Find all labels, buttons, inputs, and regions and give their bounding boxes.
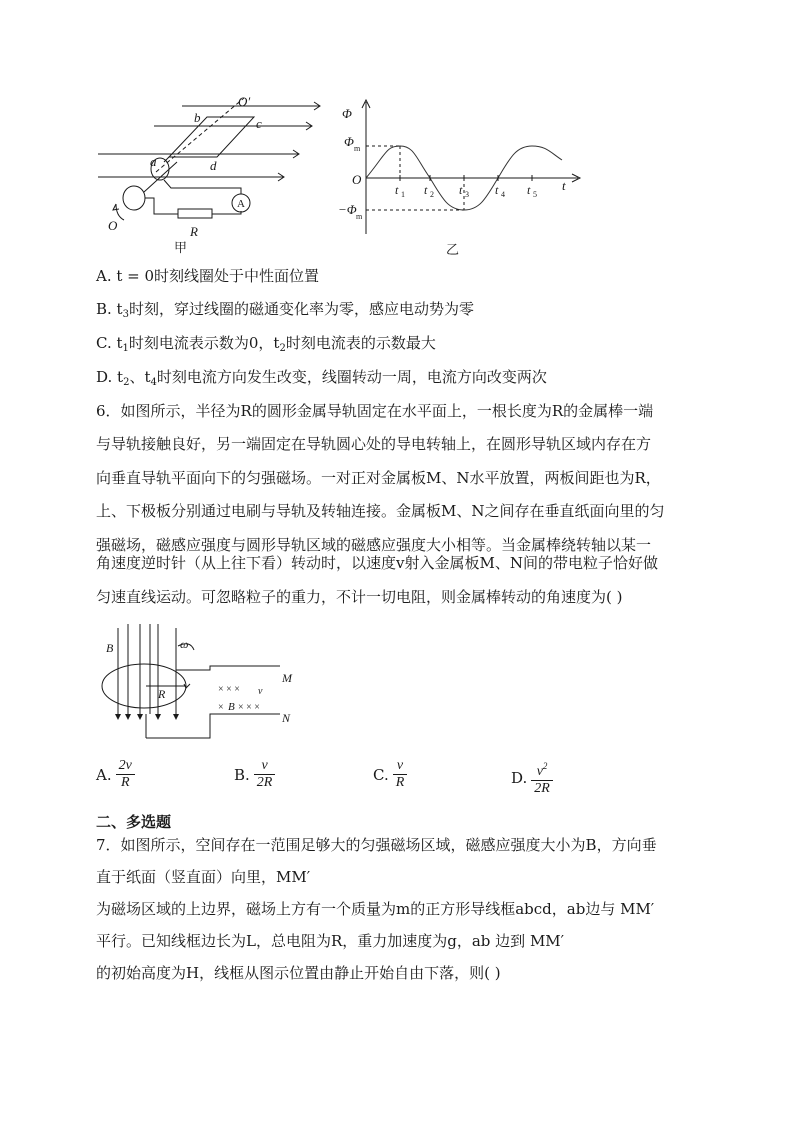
q6-line: 强磁场，磁感应强度与圆形导轨区域的磁感应强度大小相等。当金属棒绕转轴以某一 (96, 536, 652, 554)
figure-jia (94, 92, 324, 260)
phi-m-label: Φ (344, 134, 354, 149)
q6-option-d: D. $\frac{v^2}{2R}$ (511, 758, 553, 797)
q6-label-n: N (282, 711, 291, 725)
q6-label-omega: ω (180, 637, 189, 651)
origin-label: O (352, 172, 362, 187)
figure-q6 (100, 618, 300, 744)
tick-t5: t (527, 183, 531, 197)
phi-m-sub: m (354, 144, 361, 153)
tick-t3: t (459, 183, 463, 197)
caption-yi: 乙 (446, 242, 460, 257)
q6-line: 上、下极板分别通过电刷与导轨及转轴连接。金属板M、N之间存在垂直纸面向里的匀 (96, 502, 665, 520)
q6-line: 向垂直导轨平面向下的匀强磁场。一对正对金属板M、N水平放置，两板间距也为R， (96, 469, 661, 487)
phi-axis-label: Φ (342, 106, 352, 121)
label-c: c (256, 116, 262, 131)
q5-option-c: C. $t_1$时刻电流表示数为0，$t_2$时刻电流表的示数最大 (96, 334, 436, 354)
tick-t1: t (395, 183, 399, 197)
q6-line: 与导轨接触良好，另一端固定在导轨圆心处的导电转轴上，在圆形导轨区域内存在方 (96, 435, 652, 453)
q7-line: 直于纸面（竖直面）向里，MM′ (96, 868, 311, 886)
q6-label-r: R (158, 687, 166, 701)
q6-option-b: B. $\frac{v}{2R}$ (234, 758, 275, 791)
q6-field-row2: × × × (238, 702, 260, 713)
neg-phi-m-sub: m (356, 212, 363, 221)
q6-line: 匀速直线运动。可忽略粒子的重力，不计一切电阻，则金属棒转动的角速度为( ) (96, 588, 623, 606)
label-o: O (108, 218, 118, 233)
q5-option-a: A. t = 0时刻线圈处于中性面位置 (96, 267, 320, 285)
q6-label-v: v (258, 686, 263, 697)
q6-line: 6．如图所示，半径为R的圆形金属导轨固定在水平面上，一根长度为R的金属棒一端 (96, 402, 654, 420)
ammeter-label: A (237, 198, 245, 210)
figure-yi (336, 96, 586, 260)
q6-line: 角速度逆时针（从上往下看）转动时，以速度v射入金属板M、N间的带电粒子恰好做 (96, 554, 658, 572)
neg-phi-m-label: −Φ (338, 202, 357, 217)
label-o-prime: O′ (238, 94, 251, 109)
q6-field-b: B (228, 701, 235, 713)
q7-line: 平行。已知线框边长为L，总电阻为R，重力加速度为g，ab 边到 MM′ (96, 932, 565, 950)
q6-label-m: M (282, 671, 292, 685)
q6-option-c: C. $\frac{v}{R}$ (373, 758, 407, 791)
q6-option-a: A. $\frac{2v}{R}$ (96, 758, 135, 791)
label-b: b (194, 110, 201, 125)
tick-t3-sub: 3 (465, 190, 469, 199)
tick-t1-sub: 1 (401, 190, 405, 199)
q7-line: 的初始高度为H，线框从图示位置由静止开始自由下落，则( ) (96, 964, 501, 982)
label-d: d (210, 158, 217, 173)
q6-label-b: B (106, 641, 114, 655)
tick-t5-sub: 5 (533, 190, 537, 199)
tick-t4-sub: 4 (501, 190, 505, 199)
q7-line: 7．如图所示，空间存在一范围足够大的匀强磁场区域，磁感应强度大小为B，方向垂 (96, 836, 657, 854)
label-resistor: R (190, 224, 198, 239)
tick-t2: t (424, 183, 428, 197)
t-axis-label: t (562, 178, 566, 193)
caption-jia: 甲 (174, 240, 188, 255)
q6-field-row2-x: × (218, 702, 224, 713)
q5-option-d: D. $t_2$、$t_4$时刻电流方向发生改变，线圈转动一周，电流方向改变两次 (96, 368, 547, 388)
q5-option-b: B. $t_3$时刻，穿过线圈的磁通变化率为零，感应电动势为零 (96, 300, 474, 320)
section-title: 二、多选题 (96, 813, 172, 831)
tick-t4: t (495, 183, 499, 197)
q6-field-row1: × × × (218, 684, 240, 695)
tick-t2-sub: 2 (430, 190, 434, 199)
label-a: a (150, 154, 157, 169)
q7-line: 为磁场区域的上边界，磁场上方有一个质量为m的正方形导线框abcd，ab边与 MM′ (96, 900, 655, 918)
